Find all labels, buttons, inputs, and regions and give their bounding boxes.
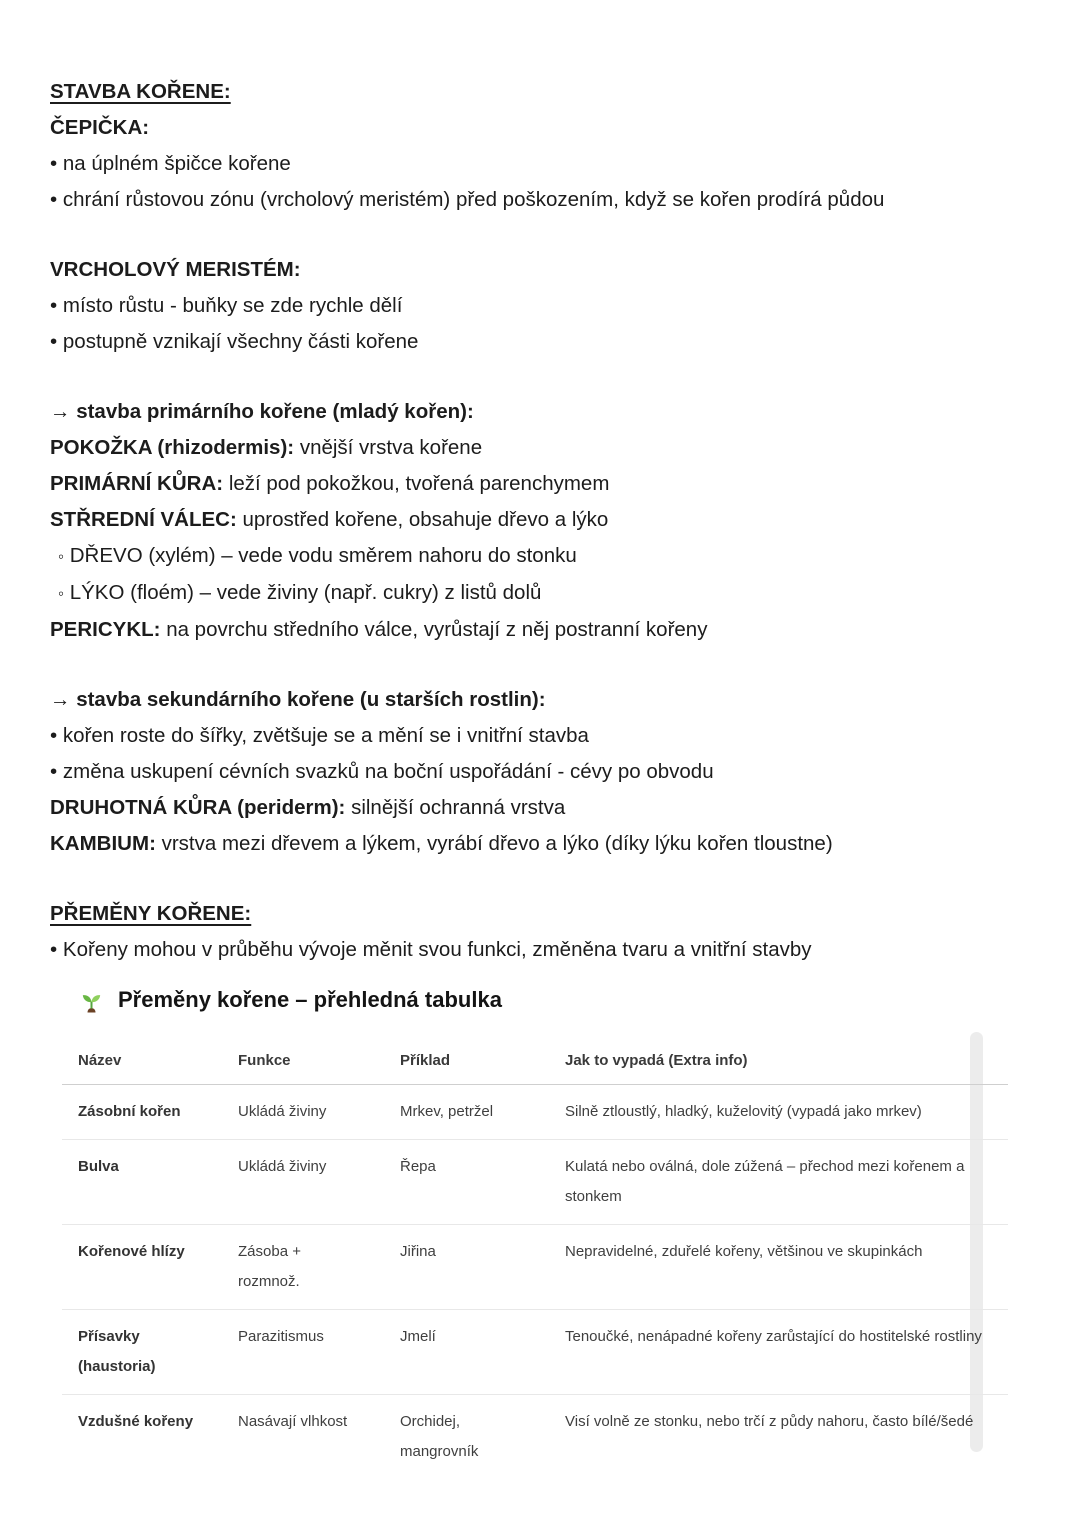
term-lead: STŘREDNÍ VÁLEC: (50, 508, 237, 531)
bullet-glyph: • (50, 152, 58, 175)
term-lead: PERICYKL: (50, 618, 161, 641)
bullet-glyph: • (50, 188, 58, 211)
bullet-text: na úplném špičce kořene (62, 152, 291, 175)
section-title-stavba-korene: STAVBA KOŘENE: (50, 80, 231, 103)
heading-text: stavba sekundárního kořene (u starších rostlin): (76, 688, 546, 711)
cell-vzhled: Silně ztloustlý, hladký, kuželovitý (vypadá jako mrkev) (565, 1103, 922, 1120)
section-sekundarni-koren (50, 682, 1030, 862)
section-primarni-koren (50, 394, 1030, 648)
bullet-text: změna uskupení cévních svazků na boční uspořádání - cévy po obvodu (62, 760, 714, 783)
table-row (62, 1310, 1008, 1395)
cell-funkce: Ukládá živiny (238, 1158, 327, 1175)
bullet-text: chrání růstovou zónu (vrcholový meristém) před poškozením, když se kořen prodírá půdou (62, 188, 885, 211)
sub-bullet-glyph: ◦ (58, 584, 65, 603)
sub-bullet-text: DŘEVO (xylém) – vede vodu směrem nahoru do stonku (69, 544, 577, 567)
term-rest: na povrchu středního válce, vyrůstají z něj postranní kořeny (166, 618, 708, 641)
bullet-item (50, 932, 1030, 968)
sub-bullet-glyph: ◦ (58, 547, 65, 566)
table-header-row (62, 1038, 1008, 1085)
table-title: Přeměny kořene – přehledná tabulka (118, 987, 502, 1012)
heading-text: stavba primárního kořene (mladý kořen): (76, 400, 474, 423)
cell-vzhled: Tenoučké, nenápadné kořeny zarůstající do hostitelské rostliny (565, 1328, 982, 1345)
cell-nazev: Přísavky (haustoria) (78, 1328, 156, 1375)
premeny-korene-table (62, 1038, 1008, 1479)
cell-nazev: Zásobní kořen (78, 1103, 181, 1120)
cell-funkce: Parazitismus (238, 1328, 324, 1345)
bullet-glyph: • (50, 294, 58, 317)
term-rest: uprostřed kořene, obsahuje dřevo a lýko (242, 508, 609, 531)
bullet-text: postupně vznikají všechny části kořene (62, 330, 419, 353)
cell-nazev: Kořenové hlízy (78, 1243, 185, 1260)
term-lead: DRUHOTNÁ KŮRA (periderm): (50, 796, 346, 819)
arrow-heading-sekundarni (50, 682, 1030, 718)
section-vrcholovy-meristem (50, 252, 1030, 360)
term-rest: vnější vrstva kořene (299, 436, 483, 459)
arrow-heading-primarni (50, 394, 1030, 430)
term-lead: KAMBIUM: (50, 832, 156, 855)
cell-priklad: Orchidej, mangrovník (400, 1413, 479, 1460)
term-line (50, 430, 1030, 466)
arrow-glyph: → (50, 688, 71, 711)
term-rest: leží pod pokožkou, tvořená parenchymem (228, 472, 610, 495)
bullet-glyph: • (50, 938, 58, 961)
column-header-jak-to-vypada: Jak to vypadá (Extra info) (565, 1052, 748, 1069)
term-line (50, 790, 1030, 826)
term-line (50, 612, 1030, 648)
cell-vzhled: Kulatá nebo oválná, dole zúžená – přechod mezi kořenem a stonkem (565, 1158, 965, 1205)
arrow-glyph: → (50, 400, 71, 423)
cell-priklad: Jiřina (400, 1243, 436, 1260)
term-line (50, 826, 1030, 862)
bullet-glyph: • (50, 724, 58, 747)
table-row (62, 1140, 1008, 1225)
bullet-item (50, 182, 1030, 218)
term-line (50, 466, 1030, 502)
table-row (62, 1085, 1008, 1140)
sub-bullet-item (50, 538, 1030, 575)
cell-vzhled: Nepravidelné, zduřelé kořeny, většinou ve skupinkách (565, 1243, 923, 1260)
seedling-icon (78, 987, 105, 1014)
cell-priklad: Řepa (400, 1158, 436, 1175)
bullet-text: kořen roste do šířky, zvětšuje se a mění se i vnitřní stavba (62, 724, 589, 747)
sub-bullet-text: LÝKO (floém) – vede živiny (např. cukry) z listů dolů (69, 581, 542, 604)
bullet-glyph: • (50, 760, 58, 783)
term-rest: vrstva mezi dřevem a lýkem, vyrábí dřevo a lýko (díky lýku kořen tloustne) (161, 832, 833, 855)
term-lead: PRIMÁRNÍ KŮRA: (50, 472, 224, 495)
subheading-cepicka: ČEPIČKA: (50, 116, 150, 139)
cell-funkce: Nasávají vlhkost (238, 1413, 348, 1430)
section-stavba-korene (50, 74, 1030, 218)
bullet-text: místo růstu - buňky se zde rychle dělí (62, 294, 403, 317)
cell-priklad: Jmelí (400, 1328, 436, 1345)
bullet-item (50, 754, 1030, 790)
column-header-priklad: Příklad (400, 1052, 451, 1069)
bullet-item (50, 146, 1030, 182)
bullet-text: Kořeny mohou v průběhu vývoje měnit svou funkci, změněna tvaru a vnitřní stavby (62, 938, 812, 961)
table-row (62, 1225, 1008, 1310)
section-title-premeny-korene: PŘEMĚNY KOŘENE: (50, 902, 252, 925)
cell-nazev: Vzdušné kořeny (78, 1413, 194, 1430)
bullet-item (50, 718, 1030, 754)
table-container (62, 1038, 1080, 1479)
cell-vzhled: Visí volně ze stonku, nebo trčí z půdy nahoru, často bílé/​šedé (565, 1413, 974, 1430)
subheading-vrcholovy-meristem: VRCHOLOVÝ MERISTÉM: (50, 258, 301, 281)
sub-bullet-item (50, 575, 1030, 612)
term-rest: silnější ochranná vrstva (351, 796, 566, 819)
cell-priklad: Mrkev, petržel (400, 1103, 494, 1120)
bullet-glyph: • (50, 330, 58, 353)
bullet-item (50, 288, 1030, 324)
cell-funkce: Ukládá živiny (238, 1103, 327, 1120)
column-header-funkce: Funkce (238, 1052, 291, 1069)
table-row (62, 1395, 1008, 1479)
table-title-row (78, 980, 1080, 1020)
term-line (50, 502, 1030, 538)
section-premeny-korene (50, 896, 1030, 968)
cell-nazev: Bulva (78, 1158, 119, 1175)
bullet-item (50, 324, 1030, 360)
cell-funkce: Zásoba + rozmnož. (238, 1243, 301, 1290)
column-header-nazev: Název (78, 1052, 122, 1069)
term-lead: POKOŽKA (rhizodermis): (50, 436, 295, 459)
